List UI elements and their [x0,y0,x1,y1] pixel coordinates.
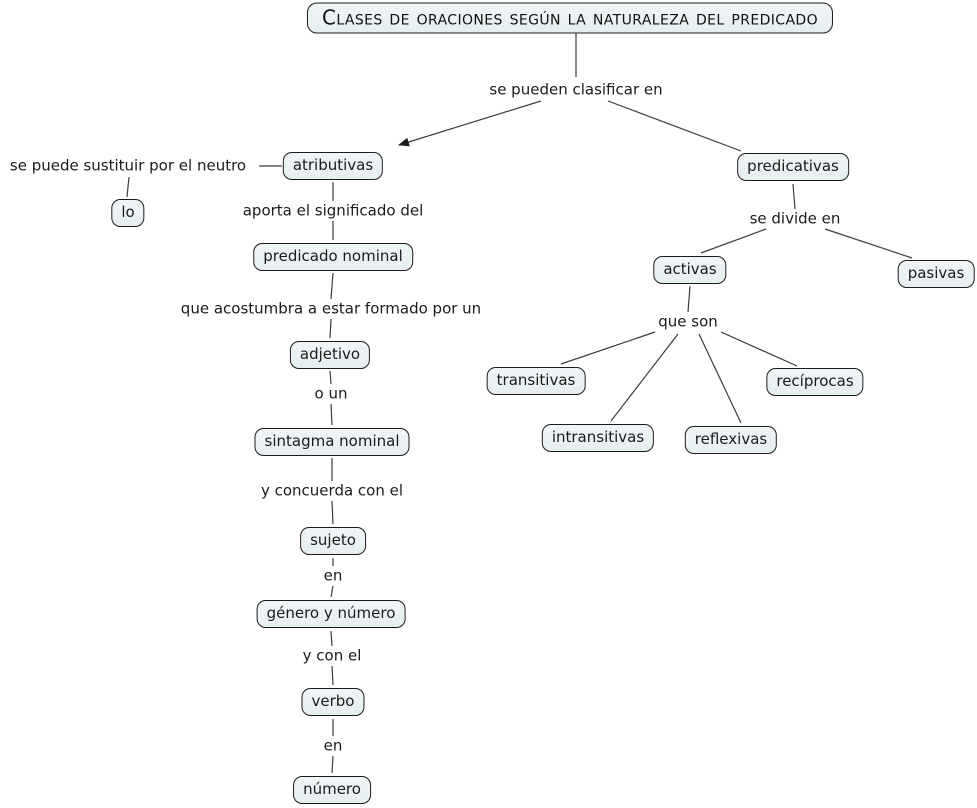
edge-queson-intransitivas [611,334,678,421]
edge-genero-yconel [331,631,332,646]
link-label-acostumbra: que acostumbra a estar formado por un [178,300,484,319]
edge-acostumbra-adjetivo [330,319,331,338]
edge-oun-sintagma [331,404,332,425]
edge-activas-queson [688,286,690,312]
concept-reflexivas: reflexivas [685,426,777,454]
link-label-en-sujeto: en [321,567,346,586]
edge-predicado-acostumbra [331,273,333,299]
link-label-aporta: aporta el significado del [240,202,427,221]
concept-sujeto: sujeto [300,527,366,555]
edge-predicativas-divide [793,184,795,209]
concept-adjetivo: adjetivo [290,341,370,369]
concept-lo: lo [111,199,144,227]
link-label-concuerda: y concuerda con el [258,482,406,501]
edge-queson-reciprocas [721,332,797,366]
link-label-o-un: o un [312,385,351,404]
title-box: Clases de oraciones según la naturaleza del predicado [307,3,833,34]
edge-en2-numero [332,756,333,773]
concept-atributivas: atributivas [283,152,383,180]
edge-adjetivo-oun [330,371,331,384]
link-label-que-son: que son [655,313,721,332]
edge-sustituir-lo [127,177,129,197]
edge-yconel-verbo [332,666,333,685]
link-label-clasificar: se pueden clasificar en [486,81,665,100]
edge-en1-genero [331,586,333,597]
concept-transitivas: transitivas [487,367,586,395]
concept-verbo: verbo [302,688,365,716]
link-label-divide: se divide en [747,210,844,229]
edge-queson-reflexivas [699,334,741,423]
edge-queson-transitivas [561,332,655,364]
link-label-en-verbo: en [321,737,346,756]
edge-clasificar-atributivas [399,101,541,145]
edge-divide-pasivas [825,229,912,258]
concept-pasivas: pasivas [898,260,975,288]
concept-predicativas: predicativas [737,153,849,181]
concept-sintagma-nominal: sintagma nominal [255,428,410,456]
link-label-y-con-el: y con el [300,647,365,666]
edge-divide-activas [701,229,766,253]
edge-clasificar-predicativas [608,101,741,151]
concept-predicado-nominal: predicado nominal [253,243,413,271]
edge-concuerda-sujeto [332,501,333,524]
link-label-sustituir: se puede sustituir por el neutro [7,157,249,176]
concept-numero: número [293,776,371,804]
concept-activas: activas [653,256,726,284]
concept-genero-y-numero: género y número [257,600,406,628]
concept-intransitivas: intransitivas [542,424,654,452]
concept-reciprocas: recíprocas [766,368,863,396]
